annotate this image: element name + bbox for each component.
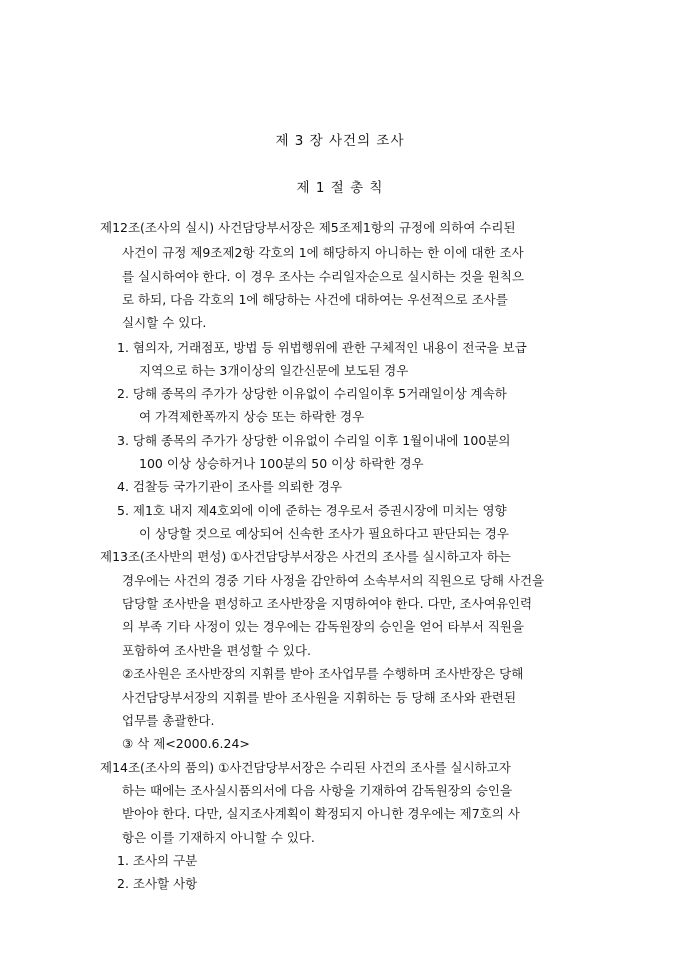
article-13-line-1: 제13조(조사반의 편성) ①사건담당부서장은 사건의 조사를 실시하고자 하는: [100, 549, 511, 564]
article-14-line-2: 하는 때에는 조사실시품의서에 다음 사항을 기재하여 감독원장의 승인을: [122, 783, 513, 798]
article-12-item-5: 5. 제1호 내지 제4호외에 이에 준하는 경우로서 증권시장에 미치는 영향: [117, 503, 507, 518]
article-13-line-4: 의 부족 기타 사정이 있는 경우에는 감독원장의 승인을 얻어 타부서 직원을: [122, 619, 524, 634]
article-13-para-2-end: 업무를 총괄한다.: [122, 713, 215, 728]
article-12-line-5: 실시할 수 있다.: [122, 315, 207, 330]
article-12-item-2-cont: 여 가격제한폭까지 상승 또는 하락한 경우: [139, 409, 365, 424]
article-14-line-3: 받아야 한다. 다만, 실지조사계획이 확정되지 아니한 경우에는 제7호의 사: [122, 806, 520, 821]
section-title: 제 1 절 총 칙: [296, 180, 384, 196]
article-12-item-3-cont: 100 이상 상승하거나 100분의 50 이상 하락한 경우: [139, 456, 424, 471]
article-12-item-1-cont: 지역으로 하는 3개이상의 일간신문에 보도된 경우: [139, 363, 409, 378]
article-14-line-1: 제14조(조사의 품의) ①사건담당부서장은 수리된 사건의 조사를 실시하고자: [100, 760, 511, 775]
article-12-item-4: 4. 검찰등 국가기관이 조사를 의뢰한 경우: [117, 479, 342, 494]
article-12-line-1: 제12조(조사의 실시) 사건담당부서장은 제5조제1항의 규정에 의하여 수리된: [100, 220, 516, 235]
article-14-item-2: 2. 조사할 사항: [117, 876, 198, 891]
article-12-line-3: 를 실시하여야 한다. 이 경우 조사는 수리일자순으로 실시하는 것을 원칙으: [122, 269, 524, 284]
article-13-para-2-cont: 사건담당부서장의 지휘를 받아 조사원을 지휘하는 등 당해 조사와 관련된: [122, 690, 517, 705]
article-13-line-2: 경우에는 사건의 경중 기타 사정을 감안하여 소속부서의 직원으로 당해 사건을: [122, 573, 545, 588]
article-12-line-2: 사건이 규정 제9조제2항 각호의 1에 해당하지 아니하는 한 이에 대한 조사: [122, 245, 524, 260]
article-12-item-1: 1. 혐의자, 거래점포, 방법 등 위법행위에 관한 구체적인 내용이 전국을 보급: [117, 340, 527, 355]
article-12-item-2: 2. 당해 종목의 주가가 상당한 이유없이 수리일이후 5거래일이상 계속하: [117, 386, 507, 401]
article-13-line-3: 담당할 조사반을 편성하고 조사반장을 지명하여야 한다. 다만, 조사여유인력: [122, 596, 533, 611]
article-13-para-3: ③ 삭 제<2000.6.24>: [122, 736, 250, 751]
article-14-item-1: 1. 조사의 구분: [117, 853, 198, 868]
article-12-item-3: 3. 당해 종목의 주가가 상당한 이유없이 수리일 이후 1월이내에 100분의: [117, 433, 511, 448]
article-12-line-4: 로 하되, 다음 각호의 1에 해당하는 사건에 대하여는 우선적으로 조사를: [122, 292, 508, 307]
article-13-para-2: ②조사원은 조사반장의 지휘를 받아 조사업무를 수행하며 조사반장은 당해: [122, 666, 524, 681]
article-14-line-4: 항은 이를 기재하지 아니할 수 있다.: [122, 830, 315, 845]
article-12-item-5-cont: 이 상당할 것으로 예상되어 신속한 조사가 필요하다고 판단되는 경우: [139, 526, 509, 541]
article-13-line-5: 포함하여 조사반을 편성할 수 있다.: [122, 643, 311, 658]
chapter-title: 제 3 장 사건의 조사: [275, 133, 405, 149]
